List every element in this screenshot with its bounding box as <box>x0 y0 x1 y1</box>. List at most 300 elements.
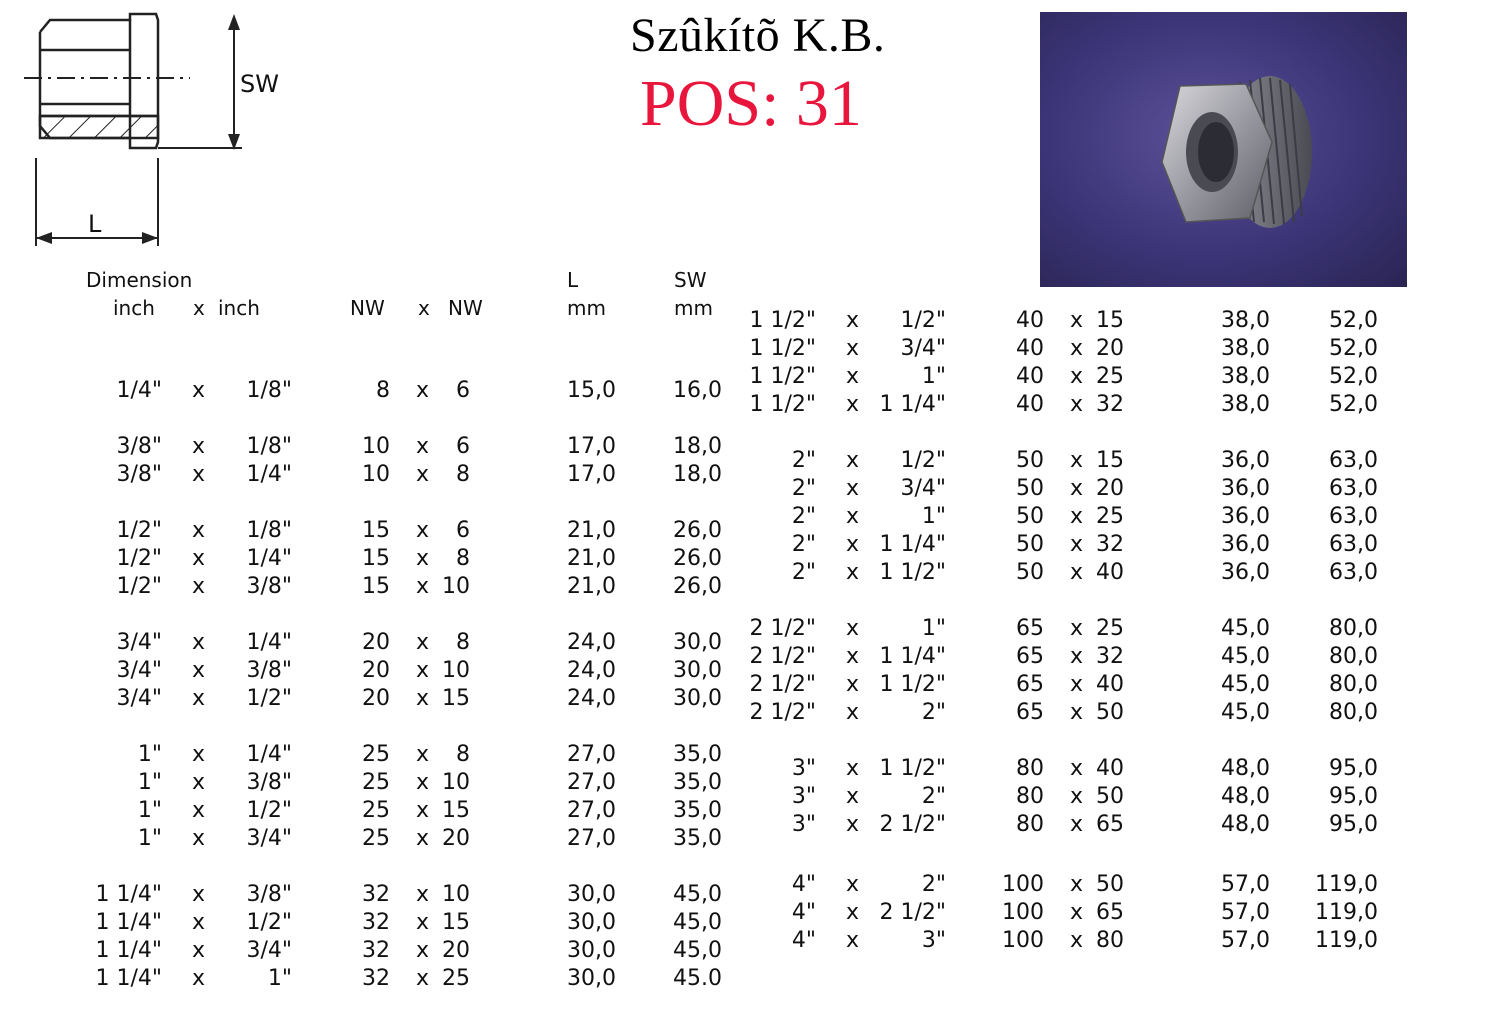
cell-nw-b: 6 <box>456 378 470 403</box>
cell-sw-mm: 119,0 <box>1315 900 1378 925</box>
cell-l-mm: 27,0 <box>567 742 616 767</box>
cell-sw-mm: 63,0 <box>1329 476 1378 501</box>
cell-nw-a: 65 <box>1016 700 1044 725</box>
cell-x-sign: x <box>192 686 206 711</box>
cell-x-sign: x <box>846 448 860 473</box>
cell-inch-a: 1 1/2" <box>749 308 816 333</box>
cell-inch-a: 3" <box>791 812 816 837</box>
header-l: L <box>567 268 579 292</box>
cell-x-sign: x <box>1070 872 1084 897</box>
cell-nw-a: 80 <box>1016 784 1044 809</box>
cell-nw-a: 20 <box>362 630 390 655</box>
cell-inch-b: 1 1/2" <box>879 560 946 585</box>
cell-sw-mm: 45.0 <box>673 966 722 991</box>
cell-inch-b: 2 1/2" <box>879 812 946 837</box>
cell-nw-b: 40 <box>1096 672 1124 697</box>
cell-inch-b: 3/4" <box>246 826 292 851</box>
cell-inch-a: 1 1/2" <box>749 392 816 417</box>
cell-x-sign: x <box>192 546 206 571</box>
cell-inch-a: 1 1/4" <box>95 910 162 935</box>
cell-nw-b: 15 <box>442 798 470 823</box>
cell-sw-mm: 63,0 <box>1329 448 1378 473</box>
cell-sw-mm: 30,0 <box>673 630 722 655</box>
cell-nw-b: 15 <box>442 910 470 935</box>
cell-nw-b: 15 <box>442 686 470 711</box>
cell-x-sign: x <box>416 658 430 683</box>
cell-sw-mm: 26,0 <box>673 546 722 571</box>
cell-inch-b: 1/2" <box>246 910 292 935</box>
cell-l-mm: 27,0 <box>567 826 616 851</box>
cell-sw-mm: 45,0 <box>673 910 722 935</box>
cell-x-sign: x <box>846 336 860 361</box>
cell-l-mm: 48,0 <box>1221 812 1270 837</box>
cell-nw-a: 80 <box>1016 812 1044 837</box>
cell-sw-mm: 18,0 <box>673 462 722 487</box>
cell-inch-a: 1" <box>137 826 162 851</box>
cell-nw-a: 80 <box>1016 756 1044 781</box>
cell-inch-b: 1/8" <box>246 378 292 403</box>
cell-inch-a: 2" <box>791 476 816 501</box>
cell-inch-b: 3/8" <box>246 882 292 907</box>
cell-sw-mm: 80,0 <box>1329 672 1378 697</box>
cell-inch-a: 3/4" <box>116 658 162 683</box>
cell-inch-a: 4" <box>791 928 816 953</box>
cell-inch-b: 3/8" <box>246 574 292 599</box>
cell-x-sign: x <box>416 882 430 907</box>
cell-sw-mm: 45,0 <box>673 938 722 963</box>
cell-l-mm: 27,0 <box>567 770 616 795</box>
cell-inch-a: 1" <box>137 742 162 767</box>
cell-sw-mm: 30,0 <box>673 658 722 683</box>
cell-inch-b: 2" <box>921 784 946 809</box>
cell-nw-a: 50 <box>1016 476 1044 501</box>
cell-inch-b: 1/8" <box>246 434 292 459</box>
cell-nw-a: 50 <box>1016 532 1044 557</box>
cell-x-sign: x <box>416 434 430 459</box>
cell-x-sign: x <box>1070 532 1084 557</box>
cell-inch-a: 3" <box>791 784 816 809</box>
cell-nw-b: 40 <box>1096 560 1124 585</box>
cell-nw-b: 80 <box>1096 928 1124 953</box>
cell-nw-b: 20 <box>442 826 470 851</box>
cell-inch-b: 1/4" <box>246 742 292 767</box>
cell-l-mm: 30,0 <box>567 938 616 963</box>
cell-inch-b: 1 1/2" <box>879 672 946 697</box>
cell-nw-a: 15 <box>362 574 390 599</box>
cell-nw-a: 65 <box>1016 644 1044 669</box>
cell-x-sign: x <box>846 900 860 925</box>
cell-x-sign: x <box>416 966 430 991</box>
header-nw-a: NW <box>350 296 385 320</box>
cell-nw-a: 65 <box>1016 672 1044 697</box>
cell-nw-b: 20 <box>1096 476 1124 501</box>
cell-inch-b: 1 1/4" <box>879 644 946 669</box>
cell-l-mm: 30,0 <box>567 966 616 991</box>
cell-x-sign: x <box>846 644 860 669</box>
cell-inch-a: 3" <box>791 756 816 781</box>
cell-x-sign: x <box>846 392 860 417</box>
cell-inch-b: 1" <box>921 504 946 529</box>
cell-x-sign: x <box>192 574 206 599</box>
cell-inch-a: 4" <box>791 900 816 925</box>
cell-nw-b: 10 <box>442 882 470 907</box>
cell-inch-a: 3/8" <box>116 434 162 459</box>
cell-nw-b: 10 <box>442 574 470 599</box>
cell-inch-b: 3/8" <box>246 658 292 683</box>
cell-x-sign: x <box>192 518 206 543</box>
cell-x-sign: x <box>1070 644 1084 669</box>
header-dimension: Dimension <box>86 268 193 292</box>
cell-nw-a: 25 <box>362 826 390 851</box>
cell-inch-a: 3/4" <box>116 630 162 655</box>
cell-x-sign: x <box>192 434 206 459</box>
cell-nw-b: 20 <box>442 938 470 963</box>
cell-inch-b: 1" <box>267 966 292 991</box>
cell-sw-mm: 26,0 <box>673 518 722 543</box>
cell-nw-b: 50 <box>1096 700 1124 725</box>
cell-nw-a: 50 <box>1016 504 1044 529</box>
cell-nw-a: 100 <box>1002 900 1044 925</box>
cell-x-sign: x <box>846 532 860 557</box>
cell-x-sign: x <box>846 756 860 781</box>
cell-x-sign: x <box>1070 616 1084 641</box>
cell-inch-b: 1 1/2" <box>879 756 946 781</box>
cell-sw-mm: 63,0 <box>1329 532 1378 557</box>
cell-inch-b: 1/4" <box>246 546 292 571</box>
cell-nw-a: 25 <box>362 770 390 795</box>
cell-x-sign: x <box>846 364 860 389</box>
cell-inch-a: 2" <box>791 560 816 585</box>
reducer-fitting-image <box>1040 12 1407 287</box>
cell-x-sign: x <box>416 378 430 403</box>
cell-inch-a: 1 1/2" <box>749 364 816 389</box>
cell-inch-b: 3" <box>921 928 946 953</box>
cell-l-mm: 38,0 <box>1221 364 1270 389</box>
cell-inch-b: 1" <box>921 364 946 389</box>
cell-inch-b: 2 1/2" <box>879 900 946 925</box>
cell-inch-b: 1 1/4" <box>879 532 946 557</box>
header-sw: SW <box>674 268 707 292</box>
cell-nw-a: 50 <box>1016 560 1044 585</box>
cell-nw-a: 20 <box>362 658 390 683</box>
cell-x-sign: x <box>192 826 206 851</box>
cell-inch-b: 1/2" <box>246 686 292 711</box>
cell-x-sign: x <box>1070 928 1084 953</box>
cell-nw-b: 25 <box>1096 364 1124 389</box>
cell-sw-mm: 35,0 <box>673 742 722 767</box>
cell-x-sign: x <box>192 910 206 935</box>
cell-inch-a: 1" <box>137 770 162 795</box>
cell-l-mm: 21,0 <box>567 546 616 571</box>
cell-x-sign: x <box>846 700 860 725</box>
cell-nw-a: 25 <box>362 798 390 823</box>
cell-l-mm: 38,0 <box>1221 336 1270 361</box>
cell-x-sign: x <box>1070 364 1084 389</box>
cell-l-mm: 36,0 <box>1221 532 1270 557</box>
cell-inch-a: 3/4" <box>116 686 162 711</box>
cell-x-sign: x <box>1070 756 1084 781</box>
cell-inch-a: 3/8" <box>116 462 162 487</box>
cell-nw-a: 100 <box>1002 928 1044 953</box>
cell-inch-b: 1/8" <box>246 518 292 543</box>
cell-x-sign: x <box>416 826 430 851</box>
cell-x-sign: x <box>846 928 860 953</box>
cell-nw-b: 25 <box>1096 504 1124 529</box>
header-inch-a: inch <box>113 296 155 320</box>
cell-x-sign: x <box>1070 336 1084 361</box>
cell-l-mm: 30,0 <box>567 882 616 907</box>
fitting-cross-section-drawing <box>20 8 290 253</box>
cell-x-sign: x <box>846 872 860 897</box>
cell-x-sign: x <box>192 462 206 487</box>
cell-nw-a: 40 <box>1016 392 1044 417</box>
cell-x-sign: x <box>416 910 430 935</box>
cell-nw-b: 20 <box>1096 336 1124 361</box>
cell-inch-a: 1 1/4" <box>95 966 162 991</box>
cell-x-sign: x <box>192 770 206 795</box>
cell-inch-a: 4" <box>791 872 816 897</box>
cell-sw-mm: 52,0 <box>1329 336 1378 361</box>
cell-l-mm: 21,0 <box>567 518 616 543</box>
cell-l-mm: 21,0 <box>567 574 616 599</box>
cell-x-sign: x <box>192 882 206 907</box>
cell-inch-b: 2" <box>921 700 946 725</box>
cell-inch-a: 2 1/2" <box>749 644 816 669</box>
cell-x-sign: x <box>192 378 206 403</box>
cell-nw-a: 50 <box>1016 448 1044 473</box>
cell-inch-b: 1" <box>921 616 946 641</box>
cell-x-sign: x <box>416 518 430 543</box>
header-sw-unit: mm <box>674 296 713 320</box>
cell-x-sign: x <box>846 616 860 641</box>
cell-x-sign: x <box>1070 560 1084 585</box>
cell-l-mm: 36,0 <box>1221 476 1270 501</box>
cell-l-mm: 36,0 <box>1221 448 1270 473</box>
cell-sw-mm: 95,0 <box>1329 812 1378 837</box>
cell-sw-mm: 119,0 <box>1315 872 1378 897</box>
cell-x-sign: x <box>416 798 430 823</box>
cell-l-mm: 36,0 <box>1221 504 1270 529</box>
cell-nw-a: 10 <box>362 434 390 459</box>
cell-nw-b: 15 <box>1096 448 1124 473</box>
cell-inch-a: 1 1/2" <box>749 336 816 361</box>
cell-sw-mm: 35,0 <box>673 798 722 823</box>
cell-nw-b: 32 <box>1096 644 1124 669</box>
cell-sw-mm: 80,0 <box>1329 644 1378 669</box>
cell-nw-a: 100 <box>1002 872 1044 897</box>
cell-nw-b: 8 <box>456 462 470 487</box>
cell-nw-a: 40 <box>1016 336 1044 361</box>
cell-l-mm: 38,0 <box>1221 392 1270 417</box>
cell-nw-b: 6 <box>456 434 470 459</box>
cell-inch-b: 1/4" <box>246 630 292 655</box>
cell-l-mm: 57,0 <box>1221 900 1270 925</box>
cell-nw-b: 15 <box>1096 308 1124 333</box>
cell-nw-a: 15 <box>362 546 390 571</box>
cell-x-sign: x <box>192 630 206 655</box>
cell-nw-b: 32 <box>1096 532 1124 557</box>
cell-x-sign: x <box>1070 448 1084 473</box>
cell-inch-a: 1/2" <box>116 546 162 571</box>
cell-sw-mm: 52,0 <box>1329 364 1378 389</box>
cell-x-sign: x <box>192 966 206 991</box>
cell-l-mm: 38,0 <box>1221 308 1270 333</box>
cell-sw-mm: 52,0 <box>1329 308 1378 333</box>
cell-l-mm: 30,0 <box>567 910 616 935</box>
cell-l-mm: 24,0 <box>567 686 616 711</box>
cell-sw-mm: 30,0 <box>673 686 722 711</box>
cell-inch-a: 1" <box>137 798 162 823</box>
cell-nw-b: 32 <box>1096 392 1124 417</box>
cell-nw-b: 25 <box>1096 616 1124 641</box>
cell-inch-a: 1 1/4" <box>95 882 162 907</box>
cell-x-sign: x <box>1070 672 1084 697</box>
cell-l-mm: 48,0 <box>1221 784 1270 809</box>
cell-nw-a: 15 <box>362 518 390 543</box>
cell-sw-mm: 80,0 <box>1329 616 1378 641</box>
cell-l-mm: 45,0 <box>1221 672 1270 697</box>
cell-inch-a: 2" <box>791 532 816 557</box>
cell-x-sign: x <box>1070 308 1084 333</box>
cell-nw-a: 65 <box>1016 616 1044 641</box>
cell-nw-b: 50 <box>1096 872 1124 897</box>
cell-nw-a: 25 <box>362 742 390 767</box>
cell-sw-mm: 45,0 <box>673 882 722 907</box>
cell-inch-b: 1/2" <box>900 448 946 473</box>
cell-x-sign: x <box>846 476 860 501</box>
cell-sw-mm: 63,0 <box>1329 560 1378 585</box>
cell-nw-b: 40 <box>1096 756 1124 781</box>
header-l-unit: mm <box>567 296 606 320</box>
cell-nw-a: 32 <box>362 966 390 991</box>
cell-sw-mm: 35,0 <box>673 770 722 795</box>
cell-inch-b: 3/4" <box>900 476 946 501</box>
cell-sw-mm: 119,0 <box>1315 928 1378 953</box>
cell-sw-mm: 95,0 <box>1329 784 1378 809</box>
page-title: Szûkítõ K.B. <box>630 9 886 62</box>
cell-l-mm: 45,0 <box>1221 644 1270 669</box>
cell-nw-a: 32 <box>362 938 390 963</box>
cell-x-sign: x <box>416 742 430 767</box>
cell-nw-a: 8 <box>376 378 390 403</box>
cell-x-sign: x <box>416 770 430 795</box>
cell-inch-b: 1/2" <box>900 308 946 333</box>
cell-inch-a: 1/2" <box>116 518 162 543</box>
cell-nw-a: 40 <box>1016 308 1044 333</box>
cell-x-sign: x <box>1070 476 1084 501</box>
product-photo <box>1040 12 1407 287</box>
cell-inch-b: 3/8" <box>246 770 292 795</box>
cell-nw-b: 8 <box>456 630 470 655</box>
cell-nw-b: 8 <box>456 546 470 571</box>
cell-l-mm: 57,0 <box>1221 872 1270 897</box>
cell-inch-a: 1/2" <box>116 574 162 599</box>
cell-inch-b: 2" <box>921 872 946 897</box>
sw-dimension-label: SW <box>240 70 279 98</box>
header-nw-b: NW <box>448 296 483 320</box>
cell-l-mm: 24,0 <box>567 658 616 683</box>
cell-nw-b: 65 <box>1096 812 1124 837</box>
cell-x-sign: x <box>1070 504 1084 529</box>
cell-inch-a: 2 1/2" <box>749 700 816 725</box>
cell-inch-b: 1/4" <box>246 462 292 487</box>
cell-l-mm: 27,0 <box>567 798 616 823</box>
cell-sw-mm: 35,0 <box>673 826 722 851</box>
cell-x-sign: x <box>846 812 860 837</box>
cell-l-mm: 17,0 <box>567 462 616 487</box>
cell-x-sign: x <box>192 798 206 823</box>
cell-x-sign: x <box>846 560 860 585</box>
cell-inch-b: 1 1/4" <box>879 392 946 417</box>
cell-nw-b: 25 <box>442 966 470 991</box>
cell-nw-a: 40 <box>1016 364 1044 389</box>
position-number: POS: 31 <box>640 67 862 140</box>
cell-x-sign: x <box>1070 392 1084 417</box>
cell-nw-a: 20 <box>362 686 390 711</box>
cell-x-sign: x <box>192 938 206 963</box>
l-dimension-label: L <box>88 210 102 238</box>
cell-sw-mm: 16,0 <box>673 378 722 403</box>
cell-x-sign: x <box>416 462 430 487</box>
cell-x-sign: x <box>192 658 206 683</box>
cell-sw-mm: 80,0 <box>1329 700 1378 725</box>
cell-inch-a: 2 1/2" <box>749 616 816 641</box>
cell-x-sign: x <box>416 686 430 711</box>
header-x-1: x <box>193 296 205 320</box>
cell-l-mm: 36,0 <box>1221 560 1270 585</box>
cell-inch-b: 3/4" <box>900 336 946 361</box>
cell-x-sign: x <box>416 546 430 571</box>
cell-x-sign: x <box>846 308 860 333</box>
cell-x-sign: x <box>416 574 430 599</box>
cell-x-sign: x <box>416 630 430 655</box>
header-inch-b: inch <box>218 296 260 320</box>
cell-l-mm: 15,0 <box>567 378 616 403</box>
cell-x-sign: x <box>416 938 430 963</box>
cell-sw-mm: 52,0 <box>1329 392 1378 417</box>
cell-l-mm: 45,0 <box>1221 700 1270 725</box>
cell-sw-mm: 18,0 <box>673 434 722 459</box>
cell-nw-b: 65 <box>1096 900 1124 925</box>
cell-x-sign: x <box>846 784 860 809</box>
cell-inch-b: 1/2" <box>246 798 292 823</box>
cell-nw-b: 8 <box>456 742 470 767</box>
cell-inch-b: 3/4" <box>246 938 292 963</box>
header-x-2: x <box>418 296 430 320</box>
cell-x-sign: x <box>846 504 860 529</box>
cell-inch-a: 2" <box>791 504 816 529</box>
cell-nw-a: 10 <box>362 462 390 487</box>
cell-inch-a: 1/4" <box>116 378 162 403</box>
cell-l-mm: 24,0 <box>567 630 616 655</box>
cell-x-sign: x <box>1070 700 1084 725</box>
cell-inch-a: 1 1/4" <box>95 938 162 963</box>
cell-nw-b: 50 <box>1096 784 1124 809</box>
cell-x-sign: x <box>1070 784 1084 809</box>
cell-x-sign: x <box>1070 812 1084 837</box>
cell-nw-b: 10 <box>442 658 470 683</box>
cell-l-mm: 45,0 <box>1221 616 1270 641</box>
cell-nw-a: 32 <box>362 910 390 935</box>
cell-l-mm: 48,0 <box>1221 756 1270 781</box>
cell-l-mm: 57,0 <box>1221 928 1270 953</box>
cell-nw-b: 10 <box>442 770 470 795</box>
cell-x-sign: x <box>1070 900 1084 925</box>
cell-inch-a: 2 1/2" <box>749 672 816 697</box>
cell-nw-b: 6 <box>456 518 470 543</box>
cell-sw-mm: 26,0 <box>673 574 722 599</box>
cell-x-sign: x <box>846 672 860 697</box>
